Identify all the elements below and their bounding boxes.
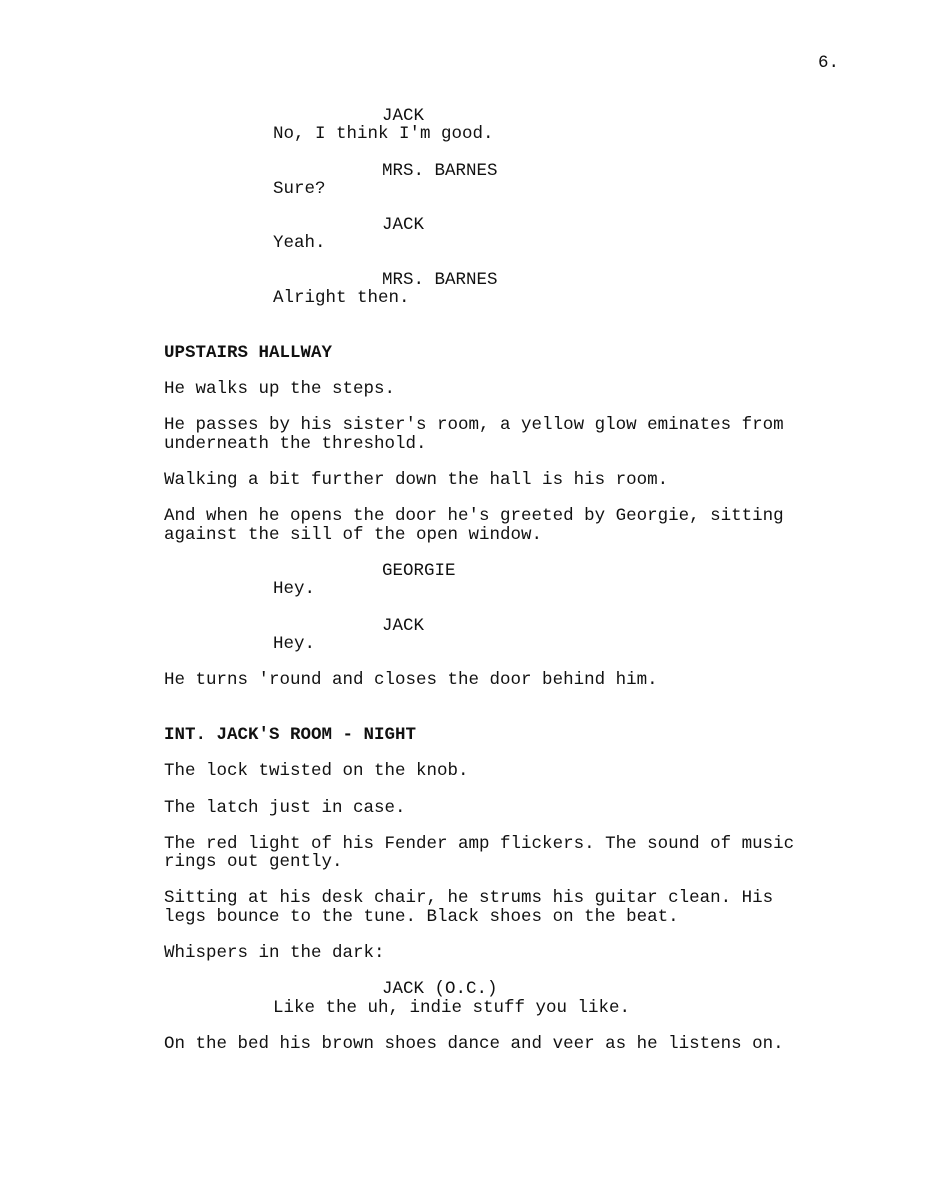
character-name: MRS. BARNES — [382, 160, 498, 181]
action-line: Whispers in the dark: — [164, 943, 385, 964]
action-line: The red light of his Fender amp flickers. The sound of music rings out gently. — [164, 833, 795, 873]
action-line: On the bed his brown shoes dance and veer as he listens on. — [164, 1034, 784, 1055]
character-name: JACK — [382, 215, 425, 236]
character-name: JACK (O.C.) — [382, 979, 498, 1000]
action-line: Sitting at his desk chair, he strums his guitar clean. His legs bounce to the tune. Black shoes on the beat. — [164, 888, 774, 927]
dialogue-line: Hey. — [273, 579, 316, 600]
character-name: GEORGIE — [382, 560, 456, 581]
dialogue-line: Sure? — [273, 178, 326, 199]
page-number: 6. — [818, 53, 840, 73]
action-line: He turns 'round and closes the door behind him. — [164, 670, 658, 691]
dialogue-line: Yeah. — [273, 233, 326, 254]
character-name: JACK — [382, 615, 425, 636]
scene-heading: UPSTAIRS HALLWAY — [164, 342, 333, 363]
character-name: JACK — [382, 106, 425, 126]
dialogue-line: Hey. — [273, 633, 316, 654]
screenplay-body — [0, 107, 927, 1053]
action-line: And when he opens the door he's greeted by Georgie, sitting against the sill of the open window. — [164, 506, 784, 545]
action-line: Walking a bit further down the hall is his room. — [164, 469, 669, 490]
action-line: The lock twisted on the knob. — [164, 761, 469, 782]
dialogue-line: No, I think I'm good. — [273, 124, 494, 145]
scene-heading: INT. JACK'S ROOM - NIGHT — [164, 724, 417, 745]
dialogue-line: Like the uh, indie stuff you like. — [273, 997, 631, 1018]
action-line: He walks up the steps. — [164, 378, 396, 399]
action-line: He passes by his sister's room, a yellow glow eminates from underneath the threshold. — [164, 415, 784, 454]
action-line: The latch just in case. — [164, 797, 406, 818]
dialogue-line: Alright then. — [273, 287, 410, 308]
character-name: MRS. BARNES — [382, 269, 498, 290]
